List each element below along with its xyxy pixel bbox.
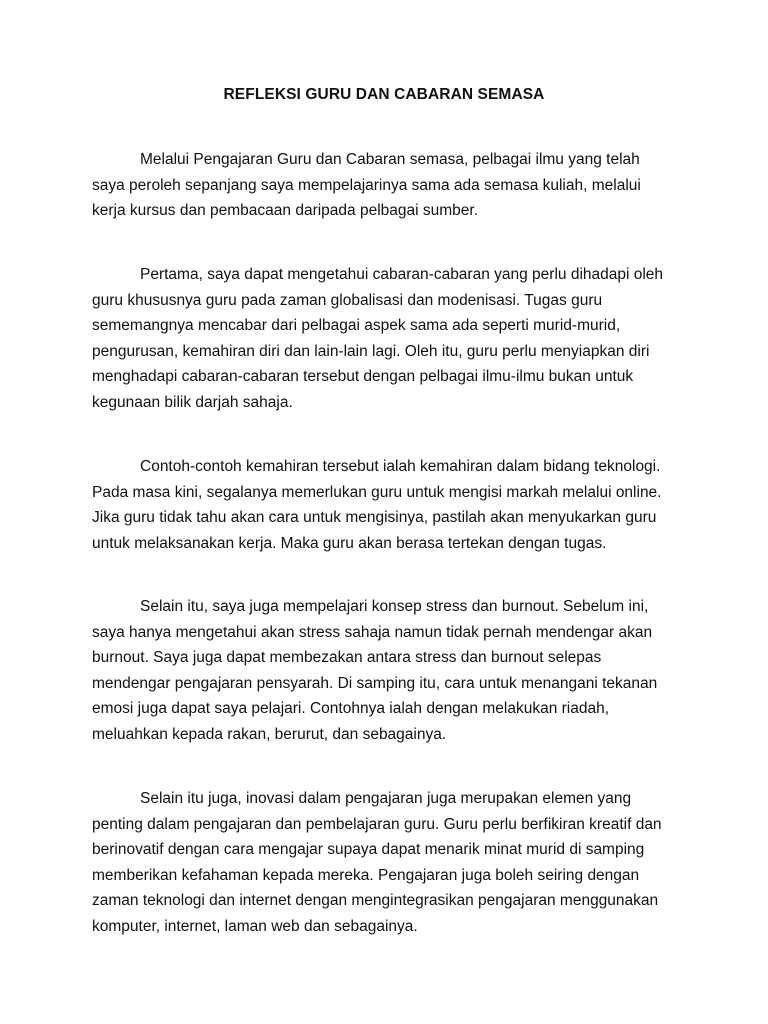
paragraph-challenges — [92, 262, 688, 415]
paragraph-line: komputer, internet, laman web dan sebagainya. — [92, 917, 418, 935]
paragraph-line: mendengar pengajaran pensyarah. Di samping itu, cara untuk menangani tekanan — [92, 674, 658, 692]
paragraph-line: pengurusan, kemahiran diri dan lain-lain lagi. Oleh itu, guru perlu menyiapkan diri — [92, 342, 650, 360]
paragraph-line: saya peroleh sepanjang saya mempelajarinya sama ada semasa kuliah, melalui — [92, 176, 641, 194]
paragraph-line: guru khususnya guru pada zaman globalisasi dan modenisasi. Tugas guru — [92, 291, 603, 309]
paragraph-stress-burnout — [92, 594, 688, 747]
paragraph-line: penting dalam pengajaran dan pembelajaran guru. Guru perlu berfikiran kreatif dan — [92, 815, 662, 833]
paragraph-line: Contoh-contoh kemahiran tersebut ialah kemahiran dalam bidang teknologi. — [140, 458, 661, 475]
paragraph-innovation — [92, 786, 688, 939]
paragraph-line: Selain itu, saya juga mempelajari konsep stress dan burnout. Sebelum ini, — [140, 598, 649, 615]
paragraph-line: Pertama, saya dapat mengetahui cabaran-cabaran yang perlu dihadapi oleh — [140, 266, 664, 283]
paragraph-intro — [92, 147, 688, 224]
paragraph-line: kegunaan bilik darjah sahaja. — [92, 393, 293, 411]
paragraph-line: saya hanya mengetahui akan stress sahaja namun tidak pernah mendengar akan — [92, 623, 653, 641]
paragraph-technology-skills — [92, 454, 688, 556]
paragraph-line: berinovatif dengan cara mengajar supaya dapat menarik minat murid di samping — [92, 841, 645, 858]
paragraph-line: Melalui Pengajaran Guru dan Cabaran semasa, pelbagai ilmu yang telah — [140, 151, 640, 168]
paragraph-line: meluahkan kepada rakan, berurut, dan sebagainya. — [92, 725, 447, 743]
paragraph-line: untuk melaksanakan kerja. Maka guru akan berasa tertekan dengan tugas. — [92, 534, 607, 552]
paragraph-line: memberikan kefahaman kepada mereka. Pengajaran juga boleh seiring dengan — [92, 866, 640, 884]
paragraph-line: Selain itu juga, inovasi dalam pengajaran juga merupakan elemen yang — [140, 790, 632, 807]
paragraph-line: zaman teknologi dan internet dengan mengintegrasikan pengajaran menggunakan — [92, 892, 659, 909]
paragraph-line: burnout. Saya juga dapat membezakan antara stress dan burnout selepas — [92, 649, 602, 666]
paragraph-line: Jika guru tidak tahu akan cara untuk mengisinya, pastilah akan menyukarkan guru — [92, 509, 657, 526]
paragraph-line: menghadapi cabaran-cabaran tersebut dengan pelbagai ilmu-ilmu bukan untuk — [92, 368, 634, 385]
paragraph-line: kerja kursus dan pembacaan daripada pelbagai sumber. — [92, 202, 479, 219]
paragraph-line: sememangnya mencabar dari pelbagai aspek sama ada seperti murid-murid, — [92, 317, 621, 334]
paragraph-line: Pada masa kini, segalanya memerlukan guru untuk mengisi markah melalui online. — [92, 483, 662, 501]
paragraph-line: emosi juga dapat saya pelajari. Contohnya ialah dengan melakukan riadah, — [92, 700, 610, 717]
document-title: REFLEKSI GURU DAN CABARAN SEMASA — [223, 86, 545, 103]
